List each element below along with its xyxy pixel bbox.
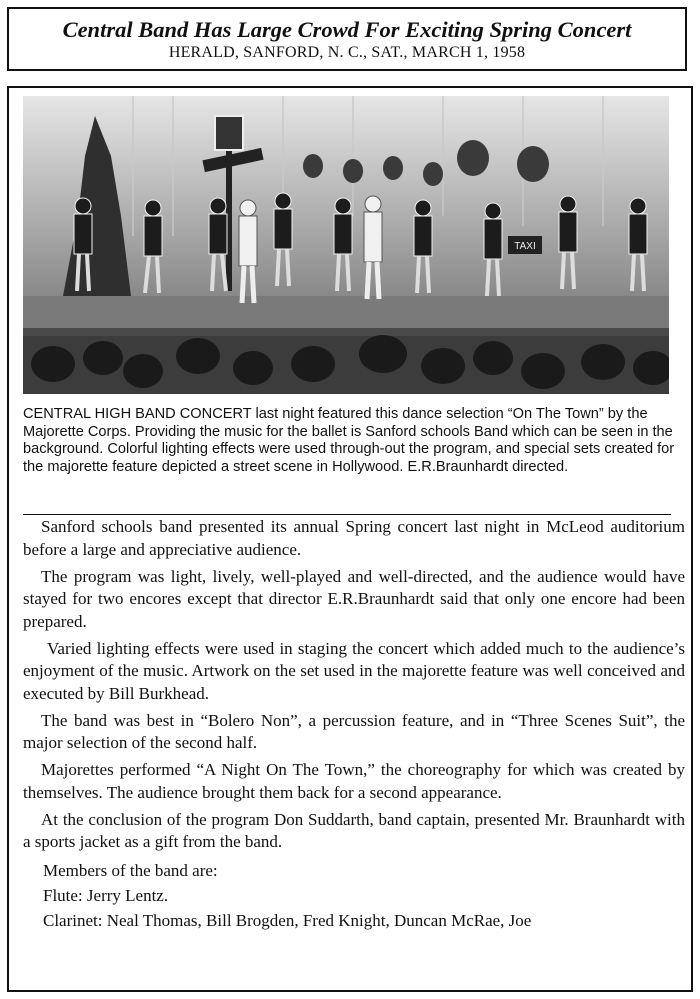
paragraph: The band was best in “Bolero Non”, a percussion feature, and in “Three Scenes Suit”, the major selection of the second half. xyxy=(23,710,685,752)
dateline: HERALD, SANFORD, N. C., SAT., MARCH 1, 1958 xyxy=(168,44,526,61)
taxi-sign: TAXI xyxy=(514,241,536,252)
members-flute: Flute: Jerry Lentz. xyxy=(43,886,169,905)
paragraph: Majorettes performed “A Night On The Town,” the choreography for which was created by themselves. The audience brought them back for a second appearance. xyxy=(23,760,685,802)
caption-underline xyxy=(23,514,671,515)
paragraph: The program was light, lively, well-played and well-directed, and the audience would have stayed for two encores except that director E.R.Braunhardt said that only one encore had been prepared. xyxy=(23,566,685,631)
photo-illustration xyxy=(23,96,669,394)
paragraph: Sanford schools band presented its annual Spring concert last night in McLeod auditorium before a large and appreciative audience. xyxy=(23,517,685,559)
caption-text: last night featured this dance selection “On The Town” by the Majorette Corps. Providing the music for the ballet is Sanford schools Band which can be seen in the background. Colorful lighting effects were used through-out the program, and special sets created for the majorette feature depicted a street scene in Hollywood. E.R.Braunhardt directed. xyxy=(23,406,675,475)
article-body xyxy=(23,516,685,933)
headline-box xyxy=(7,7,687,71)
paragraph: Varied lighting effects were used in staging the concert which added much to the audience’s enjoyment of the music. Artwork on the set used in the majorette feature was well conceived and executed by Bill Burkhead. xyxy=(23,638,685,703)
article-box xyxy=(7,86,693,992)
members-intro: Members of the band are: xyxy=(43,861,218,880)
band-concert-photo xyxy=(23,96,669,394)
members-clarinet: Clarinet: Neal Thomas, Bill Brogden, Fred Knight, Duncan McRae, Joe xyxy=(43,911,532,930)
paragraph: At the conclusion of the program Don Suddarth, band captain, presented Mr. Braunhardt with a sports jacket as a gift from the band. xyxy=(23,809,685,851)
photo-caption xyxy=(23,406,681,476)
headline: Central Band Has Large Crowd For Exciting Spring Concert xyxy=(62,17,632,42)
caption-lead: CENTRAL HIGH BAND CONCERT xyxy=(23,406,252,422)
